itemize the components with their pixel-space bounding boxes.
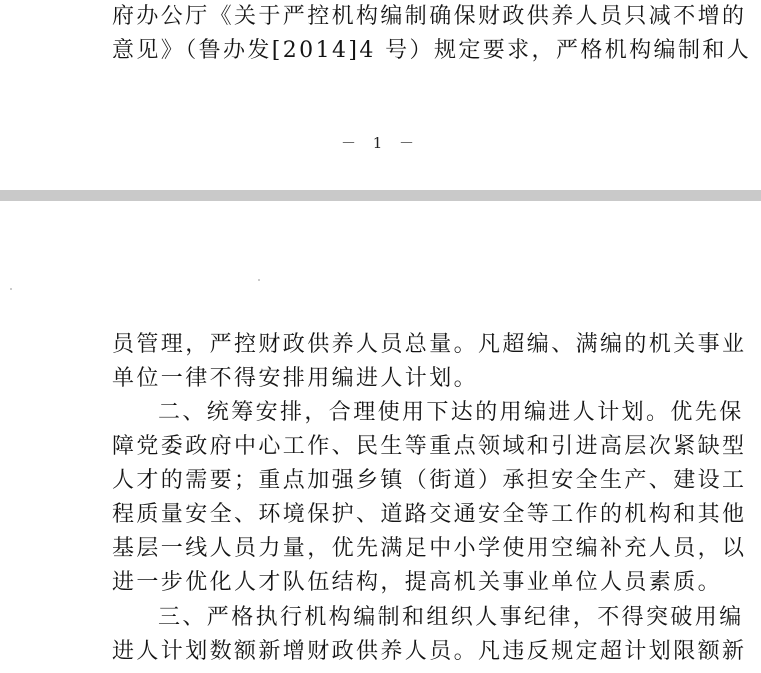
document-page-top — [0, 0, 761, 190]
text-line: 进人计划数额新增财政供养人员。凡违反规定超计划限额新 — [112, 639, 747, 664]
text-line: 单位一律不得安排用编进人计划。 — [112, 366, 479, 391]
page-separator — [0, 190, 761, 201]
text-line: 基层一线人员力量，优先满足中小学使用空编补充人员，以 — [112, 536, 747, 561]
text-line: 程质量安全、环境保护、道路交通安全等工作的机构和其他 — [112, 502, 747, 527]
text-line: 意见》（鲁办发[2014]4 号）规定要求，严格机构编制和人 — [112, 38, 752, 63]
text-line: 员管理，严控财政供养人员总量。凡超编、满编的机关事业 — [112, 332, 747, 357]
text-line: 进一步优化人才队伍结构，提高机关事业单位人员素质。 — [112, 570, 723, 595]
text-line: 障党委政府中心工作、民生等重点领域和引进高层次紧缺型 — [112, 434, 747, 459]
text-line: 人才的需要；重点加强乡镇（街道）承担安全生产、建设工 — [112, 468, 747, 493]
paragraph-heading-line: 二、统筹安排，合理使用下达的用编进人计划。优先保 — [158, 400, 744, 425]
text-line: 府办公厅《关于严控机构编制确保财政供养人员只减不增的 — [112, 4, 747, 29]
scan-speck — [258, 279, 260, 281]
page-number: － 1 － — [340, 134, 421, 152]
scan-speck — [10, 288, 12, 290]
paragraph-heading-line: 三、严格执行机构编制和组织人事纪律，不得突破用编 — [158, 605, 744, 630]
document-page-bottom — [0, 201, 761, 673]
